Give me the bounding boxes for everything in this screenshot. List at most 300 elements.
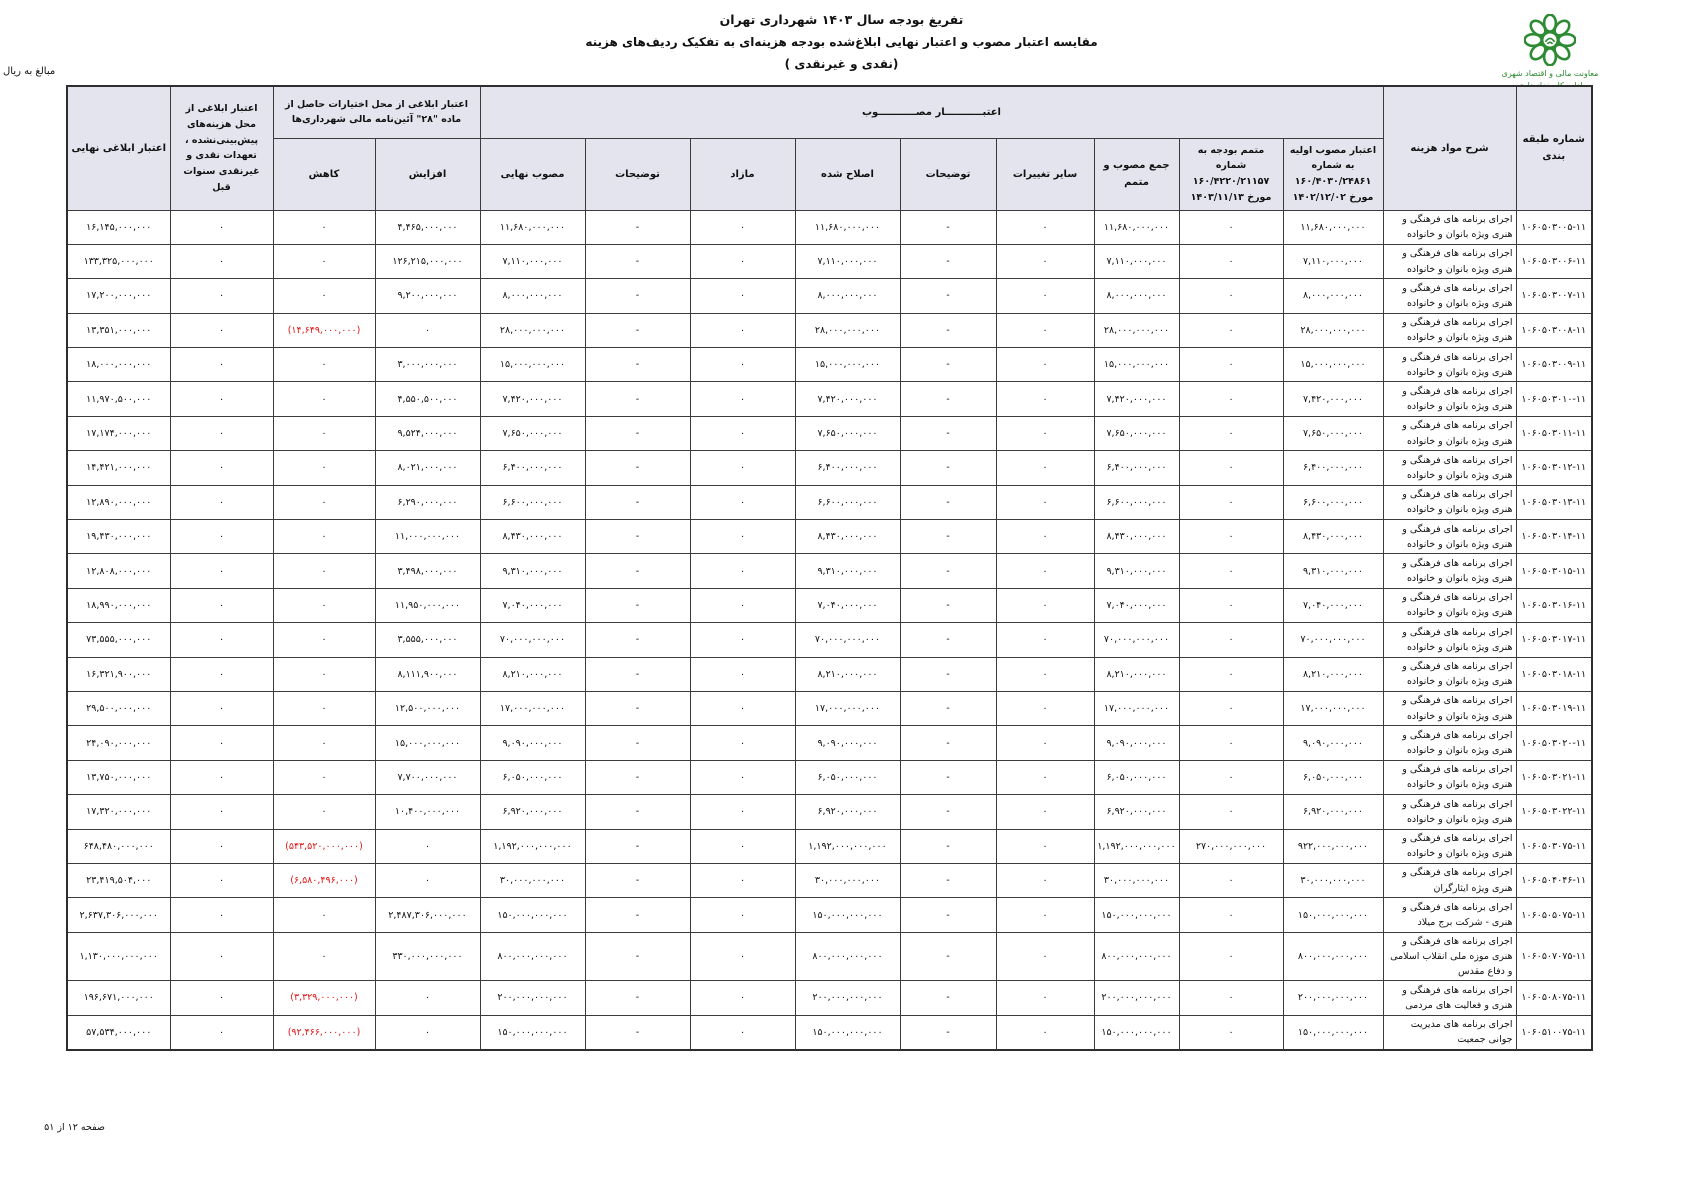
cell-note1: - [900, 932, 996, 981]
cell-note2: - [585, 981, 690, 1015]
cell-desc: اجرای برنامه های فرهنگی و هنری ویژه بانوان و خانواده [1383, 520, 1516, 554]
cell-surplus: ۰ [690, 588, 795, 622]
table-row [67, 485, 1592, 519]
cell-final_approved: ۶,۹۲۰,۰۰۰,۰۰۰ [480, 795, 585, 829]
cell-increase: ۳,۴۹۸,۰۰۰,۰۰۰ [375, 554, 480, 588]
table-row [67, 795, 1592, 829]
cell-decrease: ۰ [273, 657, 375, 691]
cell-increase: ۳,۰۰۰,۰۰۰,۰۰۰ [375, 348, 480, 382]
cell-other: ۰ [996, 382, 1094, 416]
cell-supplement: ۰ [1179, 210, 1283, 244]
cell-note2: - [585, 760, 690, 794]
cell-surplus: ۰ [690, 313, 795, 347]
cell-supplement: ۰ [1179, 691, 1283, 725]
table-row [67, 760, 1592, 794]
cell-initial: ۹,۳۱۰,۰۰۰,۰۰۰ [1283, 554, 1383, 588]
cell-supplement: ۰ [1179, 760, 1283, 794]
cell-unforeseen: ۰ [170, 554, 273, 588]
table-body [67, 210, 1592, 1050]
cell-increase: ۱۲,۵۰۰,۰۰۰,۰۰۰ [375, 691, 480, 725]
cell-sum: ۷۰,۰۰۰,۰۰۰,۰۰۰ [1094, 623, 1179, 657]
cell-unforeseen: ۰ [170, 244, 273, 278]
cell-initial: ۷,۶۵۰,۰۰۰,۰۰۰ [1283, 416, 1383, 450]
cell-unforeseen: ۰ [170, 588, 273, 622]
cell-code: ۱۰۶۰۵۰۳۰۲۰-۱۱ [1516, 726, 1592, 760]
cell-note2: - [585, 554, 690, 588]
cell-final_allocated: ۱۲,۸۹۰,۰۰۰,۰۰۰ [67, 485, 170, 519]
cell-supplement: ۰ [1179, 279, 1283, 313]
cell-initial: ۳۰,۰۰۰,۰۰۰,۰۰۰ [1283, 863, 1383, 897]
cell-note1: - [900, 348, 996, 382]
cell-code: ۱۰۶۰۵۰۳۰۱۶-۱۱ [1516, 588, 1592, 622]
cell-final_allocated: ۱۶,۳۲۱,۹۰۰,۰۰۰ [67, 657, 170, 691]
cell-surplus: ۰ [690, 691, 795, 725]
cell-decrease: (۹۲,۴۶۶,۰۰۰,۰۰۰) [273, 1015, 375, 1049]
col-header-expense-description: شرح مواد هزینه [1383, 86, 1516, 210]
cell-unforeseen: ۰ [170, 210, 273, 244]
cell-decrease: ۰ [273, 279, 375, 313]
cell-increase: ۴,۴۶۵,۰۰۰,۰۰۰ [375, 210, 480, 244]
cell-code: ۱۰۶۰۵۰۴۰۴۶-۱۱ [1516, 863, 1592, 897]
col-group-article-28: اعتبار ابلاغی از محل اختیارات حاصل از ماده "۲۸" آئین‌نامه مالی شهرداری‌ها [273, 86, 480, 138]
cell-surplus: ۰ [690, 829, 795, 863]
cell-sum: ۲۸,۰۰۰,۰۰۰,۰۰۰ [1094, 313, 1179, 347]
table-row [67, 520, 1592, 554]
cell-note2: - [585, 657, 690, 691]
cell-desc: اجرای برنامه های فرهنگی و هنری ویژه بانوان و خانواده [1383, 554, 1516, 588]
cell-desc: اجرای برنامه های فرهنگی و هنری ویژه بانوان و خانواده [1383, 691, 1516, 725]
cell-amended: ۶,۰۵۰,۰۰۰,۰۰۰ [795, 760, 900, 794]
cell-supplement: ۰ [1179, 795, 1283, 829]
cell-final_approved: ۷,۶۵۰,۰۰۰,۰۰۰ [480, 416, 585, 450]
cell-surplus: ۰ [690, 1015, 795, 1049]
cell-increase: ۸,۱۱۱,۹۰۰,۰۰۰ [375, 657, 480, 691]
cell-note2: - [585, 588, 690, 622]
cell-other: ۰ [996, 829, 1094, 863]
cell-decrease: ۰ [273, 451, 375, 485]
cell-sum: ۳۰,۰۰۰,۰۰۰,۰۰۰ [1094, 863, 1179, 897]
cell-decrease: ۰ [273, 691, 375, 725]
cell-note2: - [585, 382, 690, 416]
cell-code: ۱۰۶۰۵۰۳۰۱۴-۱۱ [1516, 520, 1592, 554]
table-row [67, 932, 1592, 981]
cell-desc: اجرای برنامه های فرهنگی و هنری ویژه بانوان و خانواده [1383, 382, 1516, 416]
cell-increase: ۴,۵۵۰,۵۰۰,۰۰۰ [375, 382, 480, 416]
cell-desc: اجرای برنامه های فرهنگی و هنری ویژه بانوان و خانواده [1383, 313, 1516, 347]
col-header-surplus: مازاد [690, 138, 795, 210]
cell-supplement: ۰ [1179, 623, 1283, 657]
table-row [67, 382, 1592, 416]
cell-note1: - [900, 623, 996, 657]
cell-unforeseen: ۰ [170, 898, 273, 932]
cell-initial: ۶,۶۰۰,۰۰۰,۰۰۰ [1283, 485, 1383, 519]
organization-logo-block [1495, 14, 1605, 92]
cell-note1: - [900, 279, 996, 313]
cell-unforeseen: ۰ [170, 520, 273, 554]
cell-final_allocated: ۱۳,۷۵۰,۰۰۰,۰۰۰ [67, 760, 170, 794]
cell-desc: اجرای برنامه های فرهنگی و هنری ویژه بانوان و خانواده [1383, 416, 1516, 450]
cell-other: ۰ [996, 210, 1094, 244]
cell-desc: اجرای برنامه های فرهنگی و هنری ویژه بانوان و خانواده [1383, 210, 1516, 244]
cell-sum: ۹,۰۹۰,۰۰۰,۰۰۰ [1094, 726, 1179, 760]
cell-amended: ۶,۶۰۰,۰۰۰,۰۰۰ [795, 485, 900, 519]
table-header [67, 86, 1592, 210]
cell-decrease: ۰ [273, 382, 375, 416]
cell-final_approved: ۹,۳۱۰,۰۰۰,۰۰۰ [480, 554, 585, 588]
cell-amended: ۲۰۰,۰۰۰,۰۰۰,۰۰۰ [795, 981, 900, 1015]
cell-decrease: (۱۴,۶۴۹,۰۰۰,۰۰۰) [273, 313, 375, 347]
cell-final_allocated: ۱۷,۲۰۰,۰۰۰,۰۰۰ [67, 279, 170, 313]
cell-amended: ۶,۴۰۰,۰۰۰,۰۰۰ [795, 451, 900, 485]
cell-sum: ۱,۱۹۲,۰۰۰,۰۰۰,۰۰۰ [1094, 829, 1179, 863]
cell-code: ۱۰۶۰۵۱۰۰۷۵-۱۱ [1516, 1015, 1592, 1049]
cell-desc: اجرای برنامه های فرهنگی و هنری ویژه بانوان و خانواده [1383, 244, 1516, 278]
cell-initial: ۷۰,۰۰۰,۰۰۰,۰۰۰ [1283, 623, 1383, 657]
cell-note1: - [900, 760, 996, 794]
col-header-decrease: کاهش [273, 138, 375, 210]
cell-increase: ۲,۴۸۷,۳۰۶,۰۰۰,۰۰۰ [375, 898, 480, 932]
cell-increase: ۱۵,۰۰۰,۰۰۰,۰۰۰ [375, 726, 480, 760]
cell-amended: ۶,۹۲۰,۰۰۰,۰۰۰ [795, 795, 900, 829]
col-header-budget-supplement: متمم بودجه به شماره ۱۶۰/۴۲۲۰/۲۱۱۵۷ مورخ ۱۴۰۳/۱۱/۱۳ [1179, 138, 1283, 210]
cell-initial: ۷,۴۲۰,۰۰۰,۰۰۰ [1283, 382, 1383, 416]
cell-note1: - [900, 382, 996, 416]
cell-decrease: ۰ [273, 588, 375, 622]
currency-unit-note: مبالغ به ریال [3, 66, 56, 77]
cell-final_approved: ۸,۲۱۰,۰۰۰,۰۰۰ [480, 657, 585, 691]
cell-note1: - [900, 588, 996, 622]
cell-surplus: ۰ [690, 382, 795, 416]
cell-unforeseen: ۰ [170, 623, 273, 657]
cell-other: ۰ [996, 863, 1094, 897]
cell-other: ۰ [996, 795, 1094, 829]
cell-increase: ۳۳۰,۰۰۰,۰۰۰,۰۰۰ [375, 932, 480, 981]
col-header-notes-2: توضیحات [585, 138, 690, 210]
cell-initial: ۶,۰۵۰,۰۰۰,۰۰۰ [1283, 760, 1383, 794]
cell-amended: ۷۰,۰۰۰,۰۰۰,۰۰۰ [795, 623, 900, 657]
cell-final_allocated: ۱۲,۸۰۸,۰۰۰,۰۰۰ [67, 554, 170, 588]
cell-code: ۱۰۶۰۵۰۳۰۰۷-۱۱ [1516, 279, 1592, 313]
cell-note2: - [585, 416, 690, 450]
cell-increase: ۱۰,۴۰۰,۰۰۰,۰۰۰ [375, 795, 480, 829]
cell-note2: - [585, 244, 690, 278]
cell-final_allocated: ۲۴,۰۹۰,۰۰۰,۰۰۰ [67, 726, 170, 760]
cell-amended: ۸,۴۳۰,۰۰۰,۰۰۰ [795, 520, 900, 554]
cell-decrease: ۰ [273, 726, 375, 760]
cell-final_approved: ۱۷,۰۰۰,۰۰۰,۰۰۰ [480, 691, 585, 725]
cell-initial: ۱۵۰,۰۰۰,۰۰۰,۰۰۰ [1283, 1015, 1383, 1049]
cell-final_approved: ۷,۴۲۰,۰۰۰,۰۰۰ [480, 382, 585, 416]
cell-increase: ۷,۷۰۰,۰۰۰,۰۰۰ [375, 760, 480, 794]
cell-initial: ۸,۴۳۰,۰۰۰,۰۰۰ [1283, 520, 1383, 554]
cell-sum: ۹,۳۱۰,۰۰۰,۰۰۰ [1094, 554, 1179, 588]
cell-initial: ۷,۱۱۰,۰۰۰,۰۰۰ [1283, 244, 1383, 278]
cell-final_approved: ۲۸,۰۰۰,۰۰۰,۰۰۰ [480, 313, 585, 347]
cell-note1: - [900, 244, 996, 278]
table-row [67, 898, 1592, 932]
col-group-approved-credit: اعتبـــــــــــار مصـــــــــــوب [480, 86, 1383, 138]
cell-increase: ۰ [375, 829, 480, 863]
table-row [67, 554, 1592, 588]
cell-surplus: ۰ [690, 795, 795, 829]
cell-amended: ۱۵۰,۰۰۰,۰۰۰,۰۰۰ [795, 898, 900, 932]
cell-increase: ۰ [375, 313, 480, 347]
cell-surplus: ۰ [690, 416, 795, 450]
cell-amended: ۱,۱۹۲,۰۰۰,۰۰۰,۰۰۰ [795, 829, 900, 863]
cell-code: ۱۰۶۰۵۰۸۰۷۵-۱۱ [1516, 981, 1592, 1015]
table-row [67, 829, 1592, 863]
cell-unforeseen: ۰ [170, 981, 273, 1015]
cell-other: ۰ [996, 520, 1094, 554]
cell-surplus: ۰ [690, 244, 795, 278]
cell-note1: - [900, 485, 996, 519]
cell-final_allocated: ۱۹۶,۶۷۱,۰۰۰,۰۰۰ [67, 981, 170, 1015]
table-row [67, 279, 1592, 313]
cell-supplement: ۰ [1179, 554, 1283, 588]
cell-other: ۰ [996, 485, 1094, 519]
cell-desc: اجرای برنامه های فرهنگی و هنری ویژه بانوان و خانواده [1383, 485, 1516, 519]
cell-other: ۰ [996, 760, 1094, 794]
cell-final_allocated: ۱۴,۴۲۱,۰۰۰,۰۰۰ [67, 451, 170, 485]
cell-other: ۰ [996, 981, 1094, 1015]
doc-title-line1: تفریغ بودجه سال ۱۴۰۳ شهرداری تهران [719, 12, 964, 27]
cell-final_approved: ۸,۰۰۰,۰۰۰,۰۰۰ [480, 279, 585, 313]
cell-final_allocated: ۶۴۸,۴۸۰,۰۰۰,۰۰۰ [67, 829, 170, 863]
cell-sum: ۷,۶۵۰,۰۰۰,۰۰۰ [1094, 416, 1179, 450]
cell-unforeseen: ۰ [170, 451, 273, 485]
cell-desc: اجرای برنامه های فرهنگی و هنری موزه ملی انقلاب اسلامی و دفاع مقدس [1383, 932, 1516, 981]
cell-supplement: ۰ [1179, 382, 1283, 416]
cell-initial: ۱۱,۶۸۰,۰۰۰,۰۰۰ [1283, 210, 1383, 244]
cell-decrease: (۶,۵۸۰,۴۹۶,۰۰۰) [273, 863, 375, 897]
cell-sum: ۱۷,۰۰۰,۰۰۰,۰۰۰ [1094, 691, 1179, 725]
cell-code: ۱۰۶۰۵۰۳۰۰۹-۱۱ [1516, 348, 1592, 382]
table-row [67, 348, 1592, 382]
cell-amended: ۷,۱۱۰,۰۰۰,۰۰۰ [795, 244, 900, 278]
cell-other: ۰ [996, 554, 1094, 588]
cell-supplement: ۰ [1179, 932, 1283, 981]
cell-amended: ۷,۶۵۰,۰۰۰,۰۰۰ [795, 416, 900, 450]
cell-code: ۱۰۶۰۵۰۳۰۱۹-۱۱ [1516, 691, 1592, 725]
cell-unforeseen: ۰ [170, 416, 273, 450]
cell-sum: ۷,۱۱۰,۰۰۰,۰۰۰ [1094, 244, 1179, 278]
cell-code: ۱۰۶۰۵۰۳۰۱۱-۱۱ [1516, 416, 1592, 450]
cell-initial: ۸۰۰,۰۰۰,۰۰۰,۰۰۰ [1283, 932, 1383, 981]
cell-amended: ۱۱,۶۸۰,۰۰۰,۰۰۰ [795, 210, 900, 244]
cell-surplus: ۰ [690, 657, 795, 691]
cell-other: ۰ [996, 1015, 1094, 1049]
cell-increase: ۱۲۶,۲۱۵,۰۰۰,۰۰۰ [375, 244, 480, 278]
cell-note2: - [585, 623, 690, 657]
cell-initial: ۲۸,۰۰۰,۰۰۰,۰۰۰ [1283, 313, 1383, 347]
cell-amended: ۳۰,۰۰۰,۰۰۰,۰۰۰ [795, 863, 900, 897]
cell-note1: - [900, 691, 996, 725]
cell-final_approved: ۸۰۰,۰۰۰,۰۰۰,۰۰۰ [480, 932, 585, 981]
cell-initial: ۶,۹۲۰,۰۰۰,۰۰۰ [1283, 795, 1383, 829]
cell-sum: ۶,۶۰۰,۰۰۰,۰۰۰ [1094, 485, 1179, 519]
cell-decrease: (۳,۳۲۹,۰۰۰,۰۰۰) [273, 981, 375, 1015]
cell-initial: ۶,۴۰۰,۰۰۰,۰۰۰ [1283, 451, 1383, 485]
cell-initial: ۱۵,۰۰۰,۰۰۰,۰۰۰ [1283, 348, 1383, 382]
cell-note1: - [900, 829, 996, 863]
cell-surplus: ۰ [690, 279, 795, 313]
cell-desc: اجرای برنامه های فرهنگی و هنری ویژه بانوان و خانواده [1383, 451, 1516, 485]
cell-decrease: ۰ [273, 932, 375, 981]
cell-note1: - [900, 726, 996, 760]
col-header-notes-1: توضیحات [900, 138, 996, 210]
cell-decrease: ۰ [273, 623, 375, 657]
cell-final_approved: ۲۰۰,۰۰۰,۰۰۰,۰۰۰ [480, 981, 585, 1015]
cell-unforeseen: ۰ [170, 760, 273, 794]
cell-sum: ۱۵,۰۰۰,۰۰۰,۰۰۰ [1094, 348, 1179, 382]
cell-other: ۰ [996, 691, 1094, 725]
cell-sum: ۶,۰۵۰,۰۰۰,۰۰۰ [1094, 760, 1179, 794]
cell-supplement: ۰ [1179, 451, 1283, 485]
cell-decrease: ۰ [273, 795, 375, 829]
cell-desc: اجرای برنامه های فرهنگی و هنری ویژه بانوان و خانواده [1383, 279, 1516, 313]
table-row [67, 313, 1592, 347]
cell-unforeseen: ۰ [170, 726, 273, 760]
cell-amended: ۷,۰۴۰,۰۰۰,۰۰۰ [795, 588, 900, 622]
cell-unforeseen: ۰ [170, 829, 273, 863]
cell-supplement: ۰ [1179, 313, 1283, 347]
cell-surplus: ۰ [690, 981, 795, 1015]
table-row [67, 451, 1592, 485]
cell-amended: ۸۰۰,۰۰۰,۰۰۰,۰۰۰ [795, 932, 900, 981]
page-number: صفحه ۱۲ از ۵۱ [44, 1122, 105, 1133]
cell-amended: ۹,۰۹۰,۰۰۰,۰۰۰ [795, 726, 900, 760]
cell-note2: - [585, 932, 690, 981]
cell-desc: اجرای برنامه های فرهنگی و هنری ویژه ایثارگران [1383, 863, 1516, 897]
cell-surplus: ۰ [690, 348, 795, 382]
cell-note2: - [585, 1015, 690, 1049]
cell-supplement: ۰ [1179, 657, 1283, 691]
cell-decrease: ۰ [273, 244, 375, 278]
cell-final_approved: ۸,۴۳۰,۰۰۰,۰۰۰ [480, 520, 585, 554]
cell-supplement: ۲۷۰,۰۰۰,۰۰۰,۰۰۰ [1179, 829, 1283, 863]
cell-amended: ۲۸,۰۰۰,۰۰۰,۰۰۰ [795, 313, 900, 347]
cell-decrease: ۰ [273, 348, 375, 382]
cell-other: ۰ [996, 588, 1094, 622]
cell-note2: - [585, 279, 690, 313]
cell-other: ۰ [996, 451, 1094, 485]
cell-supplement: ۰ [1179, 1015, 1283, 1049]
cell-desc: اجرای برنامه های فرهنگی و هنری ویژه بانوان و خانواده [1383, 760, 1516, 794]
cell-final_allocated: ۱۱,۹۷۰,۵۰۰,۰۰۰ [67, 382, 170, 416]
logo-caption-line1: معاونت مالی و اقتصاد شهری [1501, 69, 1599, 78]
table-row [67, 726, 1592, 760]
cell-final_approved: ۶,۰۵۰,۰۰۰,۰۰۰ [480, 760, 585, 794]
cell-note2: - [585, 898, 690, 932]
cell-other: ۰ [996, 623, 1094, 657]
cell-note2: - [585, 210, 690, 244]
cell-increase: ۹,۲۰۰,۰۰۰,۰۰۰ [375, 279, 480, 313]
cell-increase: ۹,۵۲۴,۰۰۰,۰۰۰ [375, 416, 480, 450]
cell-amended: ۸,۰۰۰,۰۰۰,۰۰۰ [795, 279, 900, 313]
cell-code: ۱۰۶۰۵۰۷۰۷۵-۱۱ [1516, 932, 1592, 981]
cell-sum: ۲۰۰,۰۰۰,۰۰۰,۰۰۰ [1094, 981, 1179, 1015]
cell-decrease: ۰ [273, 520, 375, 554]
cell-surplus: ۰ [690, 898, 795, 932]
cell-final_approved: ۷,۰۴۰,۰۰۰,۰۰۰ [480, 588, 585, 622]
cell-code: ۱۰۶۰۵۰۳۰۱۲-۱۱ [1516, 451, 1592, 485]
table-row [67, 588, 1592, 622]
cell-final_allocated: ۲,۶۳۷,۳۰۶,۰۰۰,۰۰۰ [67, 898, 170, 932]
table-row [67, 623, 1592, 657]
table-row [67, 210, 1592, 244]
cell-sum: ۱۵۰,۰۰۰,۰۰۰,۰۰۰ [1094, 1015, 1179, 1049]
cell-code: ۱۰۶۰۵۰۳۰۷۵-۱۱ [1516, 829, 1592, 863]
cell-decrease: ۰ [273, 760, 375, 794]
doc-title-line3: (نقدی و غیرنقدی ) [784, 57, 899, 71]
cell-note1: - [900, 451, 996, 485]
cell-initial: ۹,۰۹۰,۰۰۰,۰۰۰ [1283, 726, 1383, 760]
cell-supplement: ۰ [1179, 348, 1283, 382]
cell-amended: ۱۷,۰۰۰,۰۰۰,۰۰۰ [795, 691, 900, 725]
cell-desc: اجرای برنامه های فرهنگی و هنری ویژه بانوان و خانواده [1383, 829, 1516, 863]
cell-desc: اجرای برنامه های فرهنگی و هنری ویژه بانوان و خانواده [1383, 348, 1516, 382]
cell-code: ۱۰۶۰۵۰۳۰۱۸-۱۱ [1516, 657, 1592, 691]
cell-surplus: ۰ [690, 520, 795, 554]
cell-final_approved: ۱,۱۹۲,۰۰۰,۰۰۰,۰۰۰ [480, 829, 585, 863]
cell-surplus: ۰ [690, 485, 795, 519]
cell-desc: اجرای برنامه های فرهنگی و هنری ویژه بانوان و خانواده [1383, 726, 1516, 760]
cell-sum: ۷,۴۲۰,۰۰۰,۰۰۰ [1094, 382, 1179, 416]
cell-sum: ۸,۰۰۰,۰۰۰,۰۰۰ [1094, 279, 1179, 313]
cell-unforeseen: ۰ [170, 348, 273, 382]
cell-desc: اجرای برنامه های فرهنگی و هنری - شرکت برج میلاد [1383, 898, 1516, 932]
cell-code: ۱۰۶۰۵۰۳۰۱۷-۱۱ [1516, 623, 1592, 657]
doc-title-line2: مقایسه اعتبار مصوب و اعتبار نهایی ابلاغ‌شده بودجه هزینه‌ای به تفکیک ردیف‌های هزینه [585, 35, 1098, 49]
cell-initial: ۷,۰۴۰,۰۰۰,۰۰۰ [1283, 588, 1383, 622]
col-header-sum-approved: جمع مصوب و متمم [1094, 138, 1179, 210]
col-header-amended: اصلاح شده [795, 138, 900, 210]
cell-supplement: ۰ [1179, 588, 1283, 622]
col-header-classification-number: شماره طبقه بندی [1516, 86, 1592, 210]
cell-other: ۰ [996, 726, 1094, 760]
cell-note2: - [585, 313, 690, 347]
table-row [67, 1015, 1592, 1049]
table-row [67, 981, 1592, 1015]
cell-unforeseen: ۰ [170, 691, 273, 725]
cell-code: ۱۰۶۰۵۰۳۰۰۵-۱۱ [1516, 210, 1592, 244]
cell-note2: - [585, 726, 690, 760]
table-row [67, 244, 1592, 278]
cell-sum: ۸,۲۱۰,۰۰۰,۰۰۰ [1094, 657, 1179, 691]
cell-surplus: ۰ [690, 554, 795, 588]
cell-note1: - [900, 313, 996, 347]
cell-final_allocated: ۱۷,۱۷۴,۰۰۰,۰۰۰ [67, 416, 170, 450]
cell-final_approved: ۶,۴۰۰,۰۰۰,۰۰۰ [480, 451, 585, 485]
cell-decrease: ۰ [273, 416, 375, 450]
cell-note2: - [585, 485, 690, 519]
cell-other: ۰ [996, 657, 1094, 691]
cell-sum: ۱۱,۶۸۰,۰۰۰,۰۰۰ [1094, 210, 1179, 244]
cell-supplement: ۰ [1179, 898, 1283, 932]
table-row [67, 863, 1592, 897]
cell-increase: ۳,۵۵۵,۰۰۰,۰۰۰ [375, 623, 480, 657]
col-header-initial-approved: اعتبار مصوب اولیه به شماره ۱۶۰/۴۰۳۰/۲۴۸۶۱ مورخ ۱۴۰۲/۱۲/۰۲ [1283, 138, 1383, 210]
document-header [0, 12, 1683, 71]
cell-final_allocated: ۱۸,۰۰۰,۰۰۰,۰۰۰ [67, 348, 170, 382]
cell-final_allocated: ۱,۱۳۰,۰۰۰,۰۰۰,۰۰۰ [67, 932, 170, 981]
cell-final_allocated: ۱۶,۱۴۵,۰۰۰,۰۰۰ [67, 210, 170, 244]
cell-final_approved: ۶,۶۰۰,۰۰۰,۰۰۰ [480, 485, 585, 519]
cell-note1: - [900, 554, 996, 588]
cell-note1: - [900, 657, 996, 691]
cell-unforeseen: ۰ [170, 485, 273, 519]
cell-final_allocated: ۵۷,۵۳۴,۰۰۰,۰۰۰ [67, 1015, 170, 1049]
